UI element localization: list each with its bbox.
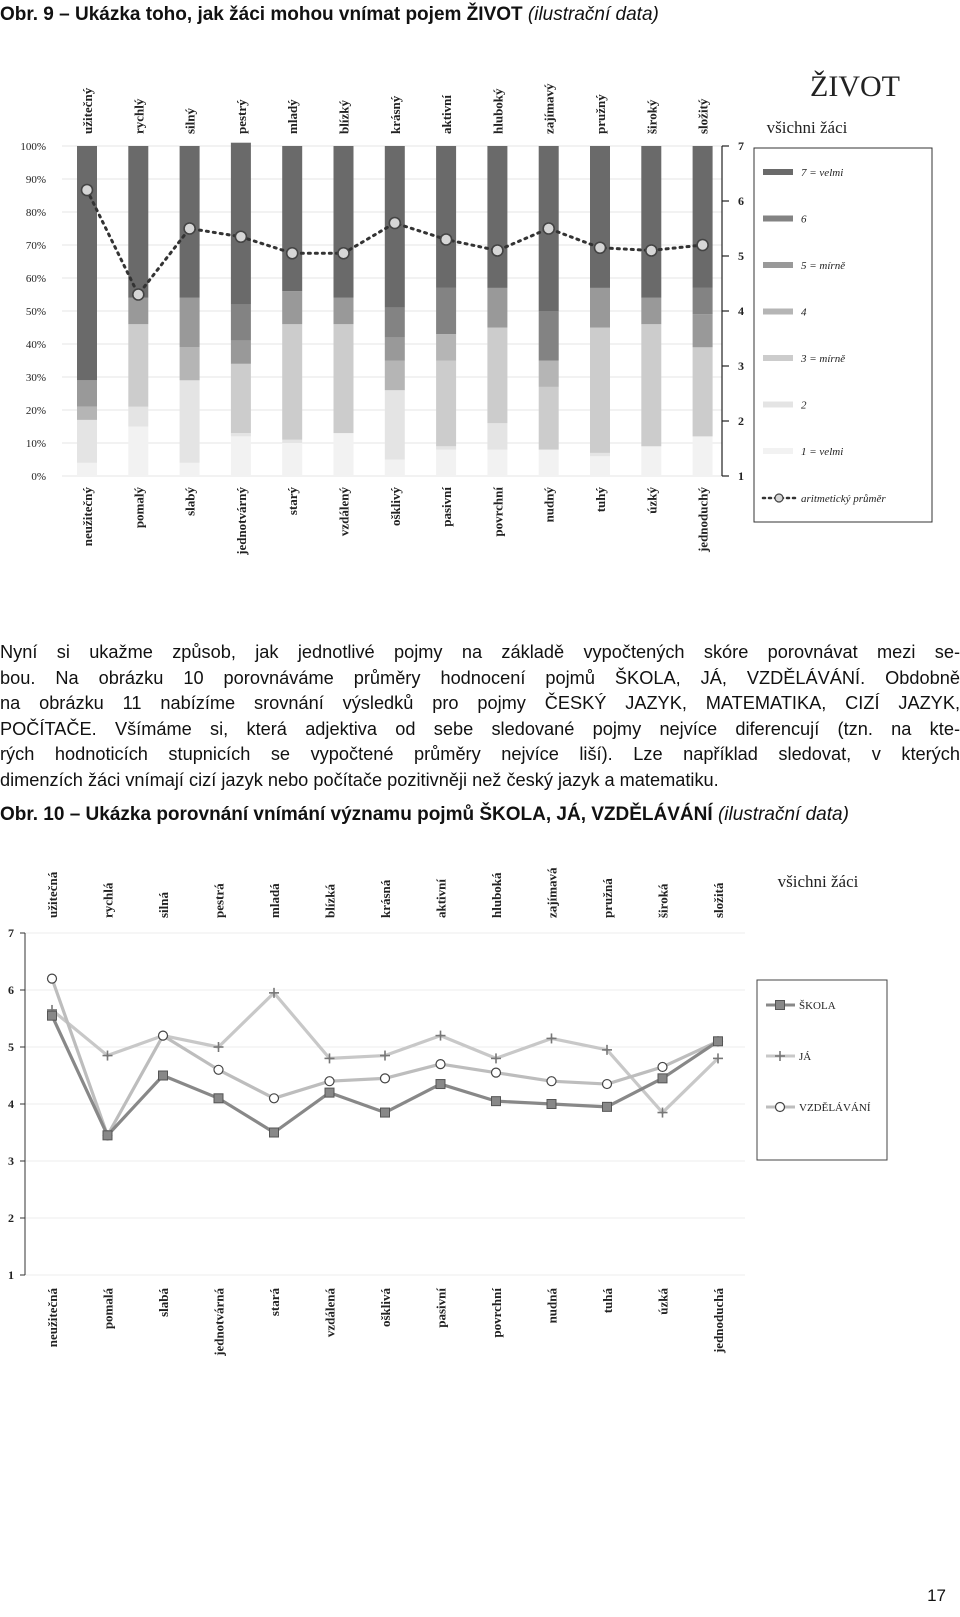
chart9-legend-label: 2 — [801, 399, 807, 412]
chart9-bottom-category-label: neužitečný — [80, 487, 95, 547]
chart10-bottom-category-label: vzdálená — [322, 1288, 338, 1338]
chart9-legend-swatch — [763, 309, 793, 315]
chart9-bar-segment — [590, 328, 610, 453]
chart9-legend-label: 7 = velmi — [801, 167, 844, 179]
chart10-legend-marker — [776, 1001, 785, 1010]
chart9-right-tick-label: 5 — [738, 249, 744, 263]
chart9-left-tick-label: 60% — [25, 273, 46, 285]
chart9-bar-segment — [436, 361, 456, 447]
chart10-top-category-label: blízká — [322, 884, 338, 918]
chart9-bar-segment — [487, 450, 507, 476]
chart9-left-tick-label: 0% — [31, 471, 46, 483]
chart10-top-category-label: silná — [156, 891, 171, 918]
chart9-bar-segment — [231, 341, 251, 364]
chart9-top-category-label: složitý — [695, 98, 711, 134]
chart9-bar-segment — [77, 146, 97, 380]
chart10-bottom-category-label: pomalá — [100, 1288, 116, 1330]
chart9-mean-point — [235, 231, 246, 242]
chart10-point — [103, 1131, 112, 1140]
chart10-point — [492, 1068, 501, 1077]
chart9-bar-segment — [77, 463, 97, 476]
chart10-bottom-category-label: neužitečná — [45, 1288, 60, 1348]
chart10-point — [714, 1037, 723, 1046]
chart10-bottom-category-label: nudná — [544, 1288, 560, 1324]
chart9-mean-point — [389, 218, 400, 229]
figure10-caption-label: Obr. 10 – Ukázka porovnání vnímání významu pojmů ŠKOLA, JÁ, VZDĚLÁVÁNÍ — [0, 804, 713, 825]
chart9-bottom-category-label: jednotvárný — [233, 487, 249, 555]
chart9-top-category-label: rychlý — [131, 98, 147, 134]
chart10-point — [380, 1051, 390, 1061]
chart9-bar-segment — [77, 420, 97, 463]
chart10-point — [48, 1011, 57, 1020]
chart9-top-category-label: mladý — [285, 99, 301, 134]
chart9-legend-label: 6 — [801, 213, 807, 226]
chart9-bottom-category-label: úzký — [644, 487, 660, 514]
chart9-bar-segment — [282, 324, 302, 440]
chart9-bar-segment — [77, 407, 97, 420]
chart10-point — [159, 1071, 168, 1080]
chart9-left-tick-label: 30% — [25, 372, 46, 384]
chart10-point — [603, 1102, 612, 1111]
chart9-bar-segment — [693, 347, 713, 436]
chart10-point — [436, 1060, 445, 1069]
paragraph-line: POČÍTAČE. Všímáme si, která adjektiva od sebe sledované pojmy nejvíce diferencují (tzn. na kte- — [0, 718, 960, 739]
chart10-top-category-label: krásná — [378, 879, 393, 918]
chart9-right-tick-label: 2 — [738, 414, 744, 428]
chart9-bar-segment — [590, 288, 610, 328]
chart9-mean-point — [697, 240, 708, 251]
chart9-bar-segment — [539, 361, 559, 387]
chart9-legend-label: 5 = mírně — [801, 260, 846, 272]
chart10-bottom-category-label: jednotvárná — [211, 1288, 227, 1356]
chart9-bottom-category-label: tuhý — [593, 487, 608, 513]
chart9-bar-segment — [487, 423, 507, 449]
chart9-bottom-category-label: starý — [285, 487, 301, 516]
chart10-point — [214, 1065, 223, 1074]
chart9-bar-segment — [180, 298, 200, 348]
chart10-point — [48, 974, 57, 983]
chart9-top-category-label: pružný — [593, 94, 608, 134]
chart9-right-tick-label: 7 — [738, 139, 744, 153]
chart9-bottom-category-label: povrchní — [490, 487, 506, 537]
chart10-y-tick-label: 1 — [8, 1268, 14, 1282]
figure9-caption-note: (ilustrační data) — [527, 4, 659, 25]
chart9-bar-segment — [282, 146, 302, 291]
chart10-top-category-label: zajímavá — [544, 867, 560, 918]
chart9-bar-segment — [128, 324, 148, 407]
chart9-left-tick-label: 70% — [25, 240, 46, 252]
chart10-top-category-label: rychlá — [100, 882, 116, 918]
chart9-bar-segment — [128, 407, 148, 427]
chart10-legend-label: VZDĚLÁVÁNÍ — [799, 1102, 871, 1114]
chart10-point — [325, 1077, 334, 1086]
chart10-point — [492, 1097, 501, 1106]
chart9-legend-mean-marker — [775, 494, 783, 502]
chart9-bar-segment — [128, 298, 148, 324]
chart9-mean-point — [82, 185, 93, 196]
chart9-bottom-category-label: jednoduchý — [695, 487, 711, 553]
chart10-legend-marker — [776, 1103, 785, 1112]
chart10-top-category-label: mladá — [267, 883, 282, 918]
chart10-bottom-category-label: pasivní — [433, 1288, 449, 1328]
chart9-bar-segment — [641, 146, 661, 298]
chart9-bar-segment — [334, 433, 354, 476]
chart10-y-tick-label: 6 — [8, 983, 14, 997]
chart9-bar-segment — [436, 334, 456, 360]
chart10-point — [547, 1100, 556, 1109]
chart9-bar-segment — [487, 328, 507, 424]
chart10-subtitle: všichni žáci — [777, 872, 859, 891]
chart9-bar-segment — [590, 456, 610, 476]
chart10-bottom-category-label: povrchní — [489, 1288, 504, 1338]
chart9-left-tick-label: 20% — [25, 405, 46, 417]
chart10-bottom-category-label: slabá — [156, 1288, 171, 1317]
chart9-legend-label: aritmetický průměr — [801, 493, 886, 505]
figure9-caption-label: Obr. 9 – Ukázka toho, jak žáci mohou vnímat pojem ŽIVOT — [0, 4, 523, 25]
figure10-chart — [0, 840, 960, 1400]
chart10-point — [270, 1094, 279, 1103]
chart9-bar-segment — [231, 436, 251, 476]
chart9-legend-swatch — [763, 216, 793, 222]
chart9-bar-segment — [334, 146, 354, 298]
chart9-mean-point — [595, 242, 606, 253]
chart9-mean-point — [287, 248, 298, 259]
chart9-legend-box — [754, 148, 932, 522]
chart9-bar-segment — [436, 288, 456, 334]
page-number: 17 — [927, 1586, 946, 1605]
chart9-bottom-category-label: ošklivý — [387, 487, 403, 527]
chart9-bar-segment — [282, 440, 302, 443]
chart9-legend-swatch — [763, 448, 793, 454]
paragraph-line: dimenzích žáci vnímají cizí jazyk nebo počítače pozitivněji než český jazyk a matematiku. — [0, 769, 719, 790]
chart9-bar-segment — [180, 347, 200, 380]
chart10-bottom-category-label: jednoduchá — [711, 1288, 726, 1354]
chart9-bar-segment — [231, 304, 251, 340]
chart9-bar-segment — [231, 433, 251, 436]
chart9-bar-segment — [539, 387, 559, 450]
chart9-top-category-label: pestrý — [233, 99, 249, 134]
chart9-legend-swatch — [763, 402, 793, 408]
chart9-bar-segment — [128, 427, 148, 477]
chart9-bottom-category-label: nudný — [541, 487, 557, 523]
chart9-bottom-category-label: slabý — [182, 487, 198, 516]
chart9-bottom-category-label: pomalý — [131, 487, 147, 529]
chart9-right-tick-label: 4 — [738, 304, 744, 318]
chart9-bar-segment — [180, 380, 200, 463]
chart9-bar-segment — [436, 446, 456, 449]
chart10-y-tick-label: 2 — [8, 1211, 14, 1225]
chart9-bar-segment — [282, 443, 302, 476]
chart9-bar-segment — [590, 453, 610, 456]
paragraph-line: na obrázku 11 nabízíme srovnání výsledků pro pojmy ČESKÝ JAZYK, MATEMATIKA, CIZÍ JAZYK, — [0, 693, 960, 713]
chart10-point — [603, 1080, 612, 1089]
chart9-bar-segment — [641, 298, 661, 324]
chart9-mean-point — [133, 289, 144, 300]
chart9-bar-segment — [385, 460, 405, 477]
chart9-top-category-label: krásný — [387, 95, 403, 134]
figure9-chart — [0, 0, 960, 600]
chart9-top-category-label: zajímavý — [541, 83, 557, 134]
chart9-bar-segment — [436, 450, 456, 476]
chart9-bottom-category-label: pasivní — [439, 487, 455, 527]
chart9-legend-label: 4 — [801, 306, 807, 319]
chart10-point — [658, 1074, 667, 1083]
chart9-bar-segment — [128, 146, 148, 298]
chart9-mean-point — [492, 245, 503, 256]
chart10-point — [436, 1031, 446, 1041]
chart9-bar-segment — [641, 324, 661, 446]
chart10-point — [547, 1033, 557, 1043]
chart10-point — [381, 1074, 390, 1083]
chart9-subtitle: všichni žáci — [766, 118, 848, 137]
chart9-bar-segment — [590, 146, 610, 288]
chart9-top-category-label: široký — [644, 99, 660, 134]
chart9-mean-point — [646, 245, 657, 256]
chart10-y-tick-label: 5 — [8, 1040, 14, 1054]
chart9-bar-segment — [693, 436, 713, 476]
chart10-point — [547, 1077, 556, 1086]
chart9-bottom-category-label: vzdálený — [336, 487, 352, 537]
chart9-bar-segment — [693, 314, 713, 347]
chart9-top-category-label: aktivní — [439, 94, 455, 134]
chart10-bottom-category-label: tuhá — [600, 1288, 615, 1314]
chart9-bar-segment — [385, 361, 405, 391]
chart9-bar-segment — [539, 311, 559, 361]
chart10-point — [658, 1062, 667, 1071]
chart10-top-category-label: široká — [655, 883, 671, 918]
chart10-point — [325, 1088, 334, 1097]
chart10-top-category-label: hluboká — [489, 872, 504, 918]
chart10-bottom-category-label: stará — [267, 1288, 282, 1317]
paragraph-line: rých hodnoticích stupnicích se vypočtené průměry nejvíce liší). Lze například sledovat, v kterých — [0, 744, 960, 764]
chart9-right-tick-label: 3 — [738, 359, 744, 373]
paragraph-line: bou. Na obrázku 10 porovnáváme průměry hodnocení pojmů ŠKOLA, JÁ, VZDĚLÁVÁNÍ. Obdobně — [0, 667, 960, 688]
chart9-left-tick-label: 100% — [20, 141, 46, 153]
chart10-top-category-label: aktivní — [433, 878, 449, 918]
chart9-bar-segment — [693, 146, 713, 288]
chart9-legend-label: 3 = mírně — [801, 353, 846, 365]
chart9-legend-swatch — [763, 169, 793, 175]
figure10-caption-note: (ilustrační data) — [717, 804, 849, 825]
chart10-legend-label: JÁ — [799, 1051, 812, 1063]
paragraph-line: Nyní si ukažme způsob, jak jednotlivé pojmy na základě vypočtených skóre porovnávat mezi se- — [0, 642, 960, 662]
chart10-point — [159, 1031, 168, 1040]
chart9-bar-segment — [385, 337, 405, 360]
chart9-mean-point — [543, 223, 554, 234]
chart10-y-tick-label: 4 — [8, 1097, 14, 1111]
chart10-legend-label: ŠKOLA — [799, 1000, 836, 1012]
figure10-caption — [0, 804, 960, 826]
chart9-mean-point — [184, 223, 195, 234]
chart10-top-category-label: složitá — [711, 882, 726, 918]
chart9-legend-swatch — [763, 262, 793, 268]
chart10-point — [436, 1080, 445, 1089]
chart9-bar-segment — [436, 146, 456, 288]
chart9-top-category-label: silný — [182, 107, 198, 134]
chart10-y-tick-label: 3 — [8, 1154, 14, 1168]
chart10-y-tick-label: 7 — [8, 926, 14, 940]
chart10-top-category-label: pružná — [600, 878, 615, 918]
chart9-bar-segment — [539, 450, 559, 476]
chart10-bottom-category-label: ošklivá — [378, 1288, 393, 1328]
chart10-point — [491, 1053, 501, 1063]
chart9-top-category-label: hluboký — [490, 88, 506, 134]
chart9-bar-segment — [641, 446, 661, 476]
chart9-right-tick-label: 6 — [738, 194, 744, 208]
chart9-mean-point — [338, 248, 349, 259]
chart10-top-category-label: pestrá — [211, 883, 227, 918]
chart9-bar-segment — [487, 288, 507, 328]
chart9-bar-segment — [180, 463, 200, 476]
chart9-bar-segment — [231, 143, 251, 305]
chart9-bar-segment — [77, 380, 97, 406]
chart9-title: ŽIVOT — [810, 70, 900, 103]
chart9-bar-segment — [231, 364, 251, 433]
chart10-point — [381, 1108, 390, 1117]
chart10-bottom-category-label: úzká — [655, 1288, 671, 1315]
chart9-left-tick-label: 80% — [25, 207, 46, 219]
chart10-point — [214, 1094, 223, 1103]
chart9-bar-segment — [385, 390, 405, 459]
chart9-legend-label: 1 = velmi — [801, 446, 844, 458]
chart9-left-tick-label: 90% — [25, 174, 46, 186]
chart9-bar-segment — [282, 291, 302, 324]
chart9-bar-segment — [487, 146, 507, 288]
chart9-left-tick-label: 40% — [25, 339, 46, 351]
chart9-bar-segment — [180, 146, 200, 298]
chart9-legend-swatch — [763, 355, 793, 361]
chart9-bar-segment — [385, 308, 405, 338]
chart10-top-category-label: užitečná — [45, 871, 60, 918]
chart9-right-tick-label: 1 — [738, 469, 744, 483]
chart9-bar-segment — [334, 298, 354, 324]
chart9-left-tick-label: 50% — [25, 306, 46, 318]
chart9-top-category-label: užitečný — [80, 87, 95, 134]
chart10-point — [270, 1128, 279, 1137]
chart9-top-category-label: blízký — [336, 100, 352, 134]
body-paragraph — [0, 640, 960, 793]
chart9-left-tick-label: 10% — [25, 438, 46, 450]
chart9-bar-segment — [334, 324, 354, 433]
chart9-bar-segment — [693, 288, 713, 314]
chart9-mean-point — [441, 234, 452, 245]
